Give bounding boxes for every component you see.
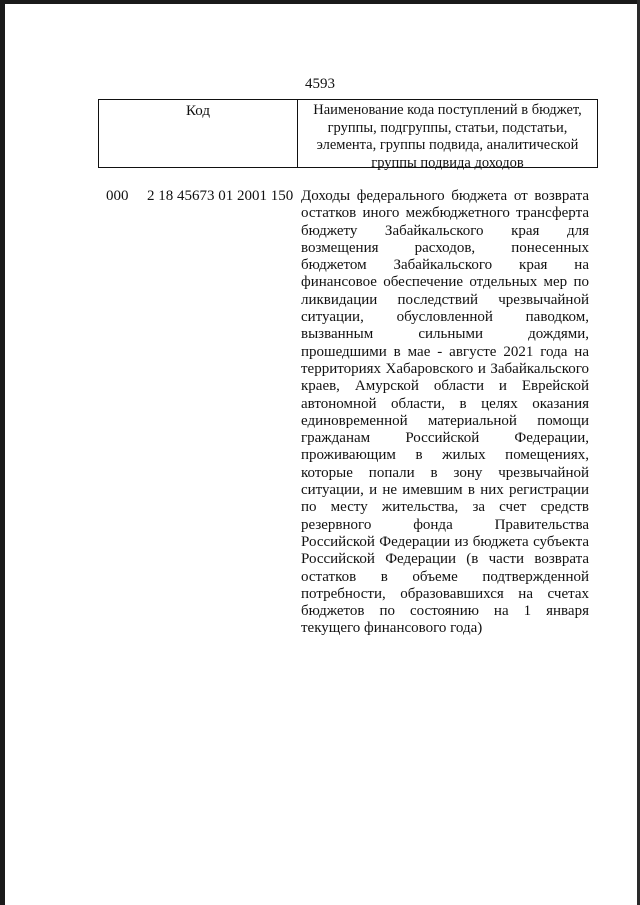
budget-classification-code: 2 18 45673 01 2001 150 bbox=[147, 188, 294, 204]
table-header bbox=[98, 99, 598, 171]
income-description: Доходы федерального бюджета от возврата остатков иного межбюджетного трансферта бюджету Забайкальского края для возмещения расходов, понесенных бюджетом Забайкальского края на финансовое обеспечение отдельных мер по ликвидации последствий чрезвычайной ситуации, обусловленной паводком, вызванным сильными дождями, прошедшими в мае - августе 2021 года на территориях Хабаровского и Забайкальского краев, Амурской области и Еврейской автономной области, в целях оказания единовременной материальной помощи гражданам Российской Федерации, проживающим в жилых помещениях, которые попали в зону чрезвычайной ситуации, и не имевшим в них регистрации по месту жительства, за счет средств резервного фонда Правительства Российской Федерации из бюджета субъекта Российской Федерации (в части возврата остатков в объеме подтвержденной потребности, образовавшихся на счетах бюджетов по состоянию на 1 января текущего финансового года) bbox=[301, 188, 589, 637]
header-name-column: Наименование кода поступлений в бюджет, группы, подгруппы, статьи, подстатьи, элемента, группы подвида, аналитической группы подвида доходов bbox=[313, 102, 582, 171]
page-number: 4593 bbox=[305, 76, 335, 92]
admin-code: 000 bbox=[106, 188, 129, 204]
header-code-column: Код bbox=[99, 100, 298, 167]
scan-border-top bbox=[0, 0, 640, 4]
scan-border-left bbox=[0, 0, 5, 905]
